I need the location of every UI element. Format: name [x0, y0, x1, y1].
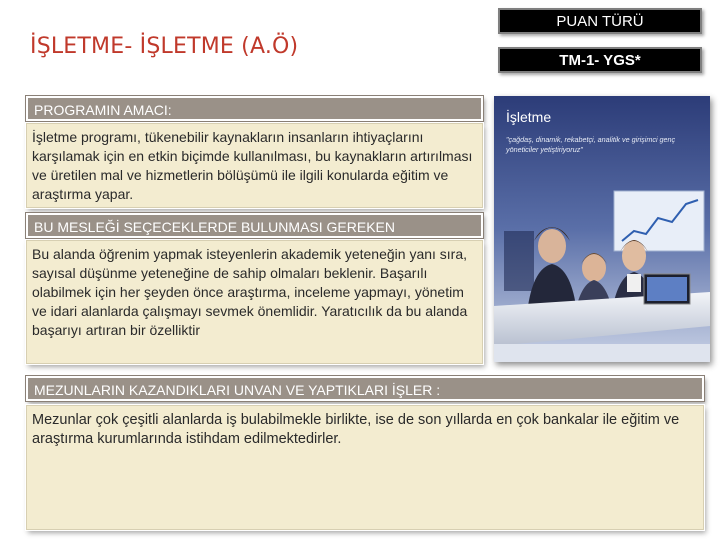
puan-turu-badge: PUAN TÜRÜ: [498, 8, 702, 34]
section-header-requirements: BU MESLEĞİ SEÇECEKLERDE BULUNMASI GEREKEN: [26, 213, 483, 238]
business-team-photo: [494, 96, 710, 362]
section-header-program-aim: PROGRAMIN AMACI:: [26, 96, 483, 121]
section-body-graduates: Mezunlar çok çeşitli alanlarda iş bulabilmekle birlikte, ise de son yıllarda en çok bankalar ile eğitim ve araştırma kurumlarında istihdam edilmektedirler.: [26, 405, 704, 530]
page-title: İŞLETME- İŞLETME (A.Ö): [30, 34, 299, 59]
section-body-program-aim: İşletme programı, tükenebilir kaynakların insanların ihtiyaçlarını karşılamak için en etkin biçimde kullanılması, bu kaynakların artırılması ve üretilen mal ve hizmetlerin bölüşümü ile ilgili konularda eğitim ve araştırma yapar.: [26, 123, 483, 208]
section-header-graduates: MEZUNLARIN KAZANDIKLARI UNVAN VE YAPTIKLARI İŞLER :: [26, 376, 704, 401]
photo-heading: İşletme: [506, 109, 552, 125]
photo-tagline: "çağdaş, dinamik, rekabetçi, analitik ve girişimci genç yöneticiler yetiştiriyoruz": [506, 135, 676, 154]
section-body-requirements: Bu alanda öğrenim yapmak isteyenlerin akademik yeteneğin yanı sıra, sayısal düşünme yeteneğine de sahip olmaları beklenir. Başarılı olabilmek için her şeyden önce araştırma, inceleme yapmayı, yönetim ve idari alanlarda çalışmayı sevmek önemlidir. Yaratıcılık da bu alanda başarıyı artıran bir özelliktir: [26, 240, 483, 364]
score-type-badge: TM-1- YGS*: [498, 47, 702, 73]
office-illustration: [494, 96, 710, 362]
